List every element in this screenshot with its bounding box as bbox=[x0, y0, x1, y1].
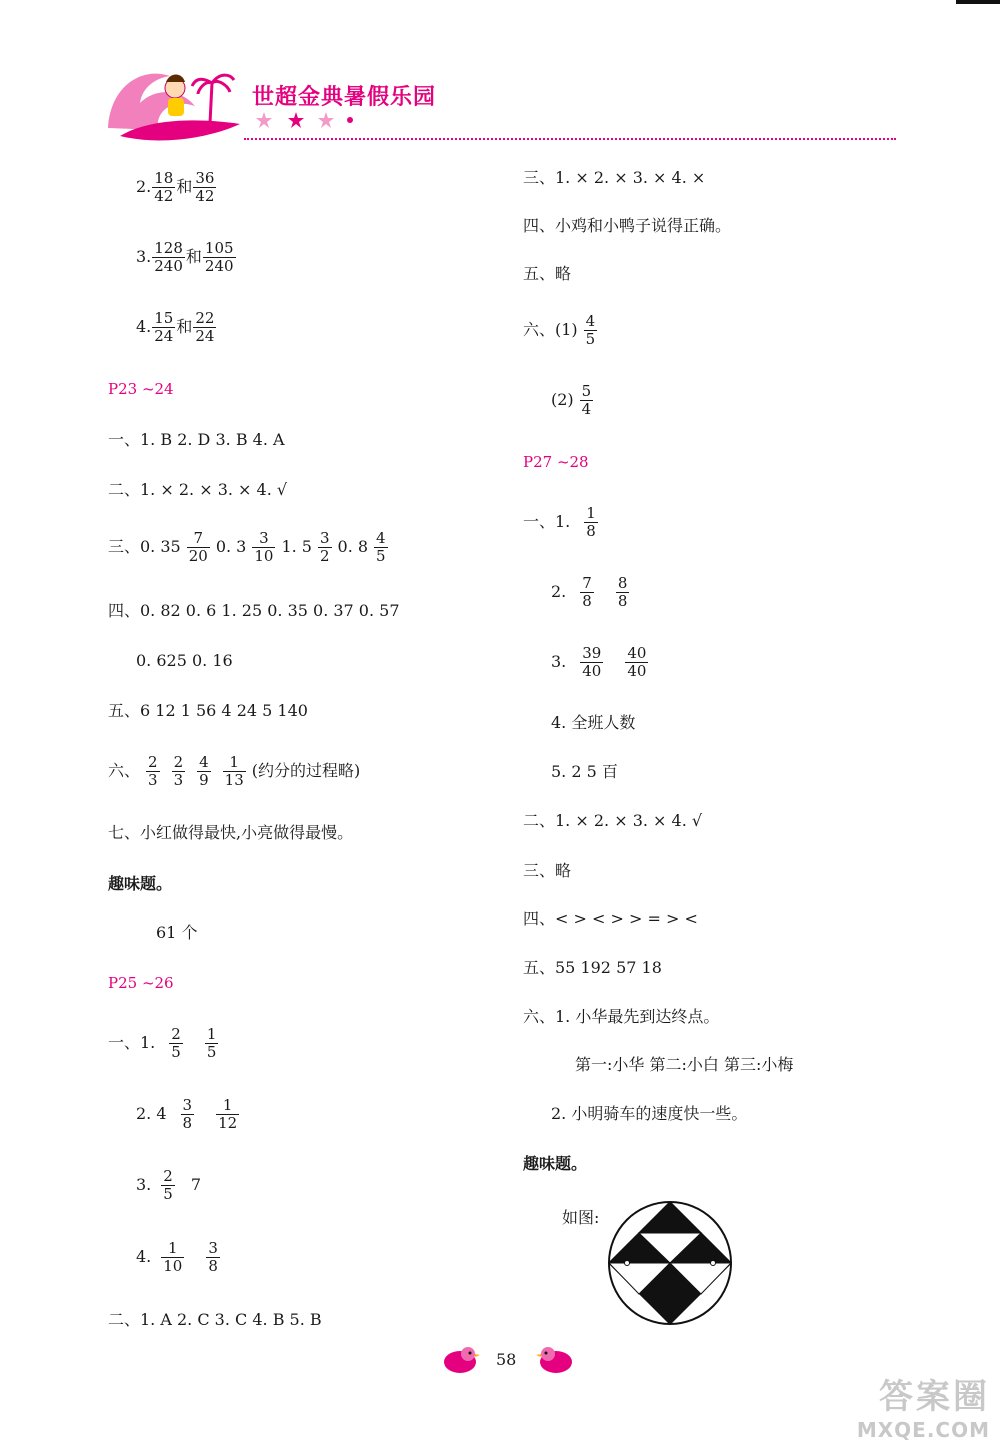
fraction: $\frac{1}{8}$ bbox=[586, 504, 596, 540]
watermark-url: MXQE.COM bbox=[856, 1418, 990, 1442]
item-number: 3. bbox=[136, 247, 152, 267]
answer-line: 七、小红做得最快,小亮做得最慢。 bbox=[108, 823, 354, 842]
answer-line: 4. 全班人数 bbox=[551, 713, 636, 732]
surfer-mascot-icon bbox=[100, 58, 250, 148]
fraction: $\frac{128}{240}$ bbox=[154, 239, 183, 275]
circle-triangles-figure bbox=[605, 1198, 735, 1328]
fraction: $\frac{15}{24}$ bbox=[154, 309, 174, 345]
fraction: $\frac{4}{5}$ bbox=[585, 312, 596, 348]
fraction: $\frac{105}{240}$ bbox=[204, 239, 234, 275]
fraction: $\frac{4}{5}$ bbox=[376, 529, 386, 565]
connector: 和 bbox=[185, 247, 202, 267]
answer-line: 一、1. $\frac{1}{8}$ bbox=[523, 504, 596, 540]
footer bbox=[440, 1340, 580, 1380]
answer-line: 三、略 bbox=[523, 861, 572, 880]
fraction: $\frac{8}{8}$ bbox=[617, 574, 628, 610]
answer-line: 61 个 bbox=[156, 923, 198, 942]
header-divider bbox=[244, 138, 896, 140]
answer-line: 六、1. 小华最先到达终点。 bbox=[523, 1007, 720, 1026]
fraction: $\frac{4}{9}$ bbox=[199, 753, 209, 789]
answer-line bbox=[108, 240, 237, 275]
answer-line: 5. 2 5 百 bbox=[551, 762, 618, 781]
fraction: $\frac{1}{13}$ bbox=[224, 753, 244, 789]
answer-line: 六、(1) $\frac{4}{5}$ bbox=[523, 312, 596, 348]
answer-line: (2) $\frac{5}{4}$ bbox=[551, 382, 592, 418]
answer-line: 2. $\frac{7}{8}$ $\frac{8}{8}$ bbox=[551, 574, 628, 610]
fun-question-heading: 趣味题。 bbox=[108, 874, 173, 893]
fraction: $\frac{3}{2}$ bbox=[319, 529, 330, 565]
page-range-label: P25 ~26 bbox=[108, 974, 174, 992]
fraction: $\frac{3}{10}$ bbox=[254, 529, 274, 565]
answer-line: 四、< > < > > = > < bbox=[523, 909, 698, 928]
item-number: 2. bbox=[136, 177, 152, 197]
page-range-label: P27 ~28 bbox=[523, 453, 589, 471]
answer-line: 一、1. B 2. D 3. B 4. A bbox=[108, 430, 285, 449]
fraction: $\frac{1}{10}$ bbox=[163, 1239, 183, 1275]
fraction: $\frac{1}{5}$ bbox=[206, 1025, 217, 1061]
bird-right-icon bbox=[536, 1342, 576, 1376]
fraction: $\frac{22}{24}$ bbox=[195, 309, 215, 345]
answer-line: 五、55 192 57 18 bbox=[523, 958, 662, 977]
item-number: 4. bbox=[136, 317, 152, 337]
fraction: $\frac{3}{8}$ bbox=[182, 1096, 193, 1132]
fraction: $\frac{7}{20}$ bbox=[188, 529, 208, 565]
fraction: $\frac{3}{8}$ bbox=[208, 1239, 218, 1275]
answer-line: 二、1. A 2. C 3. C 4. B 5. B bbox=[108, 1310, 322, 1329]
fraction: $\frac{18}{42}$ bbox=[154, 169, 174, 205]
answer-line: 第一:小华 第二:小白 第三:小梅 bbox=[575, 1055, 794, 1074]
answer-line: 3. $\frac{2}{5}$ 7 bbox=[136, 1167, 201, 1203]
fraction: $\frac{1}{12}$ bbox=[218, 1096, 238, 1132]
page-number: 58 bbox=[496, 1350, 517, 1369]
answer-line: 二、1. × 2. × 3. × 4. √ bbox=[523, 811, 703, 830]
answer-line: 二、1. × 2. × 3. × 4. √ bbox=[108, 480, 288, 499]
page-range-label: P23 ~24 bbox=[108, 380, 174, 398]
fraction: $\frac{2}{3}$ bbox=[173, 753, 184, 789]
brand-title: 世超金典暑假乐园 bbox=[252, 85, 437, 110]
answer-line: 3. $\frac{39}{40}$ $\frac{40}{40}$ bbox=[551, 644, 647, 680]
fraction: $\frac{7}{8}$ bbox=[582, 574, 592, 610]
answer-line: 2. 小明骑车的速度快一些。 bbox=[551, 1104, 748, 1123]
figure-label: 如图: bbox=[562, 1208, 600, 1227]
header bbox=[100, 58, 460, 148]
answer-line: 五、略 bbox=[523, 264, 572, 283]
answer-line: 五、6 12 1 56 4 24 5 140 bbox=[108, 701, 308, 720]
fraction: $\frac{2}{5}$ bbox=[163, 1167, 173, 1203]
fraction: $\frac{2}{5}$ bbox=[171, 1025, 181, 1061]
fun-question-heading: 趣味题。 bbox=[523, 1154, 588, 1173]
connector: 和 bbox=[176, 317, 193, 337]
answer-line: 三、0. 35 $\frac{7}{20}$ 0. 3 $\frac{3}{10}$ 1. 5 $\frac{3}{2}$ 0. 8 $\frac{4}{5}$ bbox=[108, 529, 386, 565]
watermark bbox=[790, 1369, 990, 1449]
answer-line: 0. 625 0. 16 bbox=[136, 651, 233, 670]
fraction: $\frac{2}{3}$ bbox=[148, 753, 158, 789]
connector: 和 bbox=[176, 177, 193, 197]
answer-line: 2. 4 $\frac{3}{8}$ $\frac{1}{12}$ bbox=[136, 1096, 238, 1132]
fraction: $\frac{36}{42}$ bbox=[195, 169, 215, 205]
corner-mark bbox=[956, 0, 1000, 4]
answer-line: 四、小鸡和小鸭子说得正确。 bbox=[523, 216, 732, 235]
answer-line: 四、0. 82 0. 6 1. 25 0. 35 0. 37 0. 57 bbox=[108, 601, 400, 620]
fraction: $\frac{39}{40}$ bbox=[582, 644, 602, 680]
answer-line bbox=[108, 170, 217, 205]
answer-line: 一、1. $\frac{2}{5}$ $\frac{1}{5}$ bbox=[108, 1025, 217, 1061]
watermark-text: 答案圈 bbox=[879, 1377, 990, 1417]
fraction: $\frac{5}{4}$ bbox=[581, 382, 592, 418]
answer-line: 六、 $\frac{2}{3}$ $\frac{2}{3}$ $\frac{4}{9}$ $\frac{1}{13}$ (约分的过程略) bbox=[108, 753, 361, 789]
stars-decoration-icon bbox=[250, 108, 370, 132]
bird-left-icon bbox=[440, 1342, 480, 1376]
answer-line: 三、1. × 2. × 3. × 4. × bbox=[523, 168, 706, 187]
answer-line bbox=[108, 310, 217, 345]
answer-line: 4. $\frac{1}{10}$ $\frac{3}{8}$ bbox=[136, 1239, 218, 1275]
fraction: $\frac{40}{40}$ bbox=[627, 644, 647, 680]
